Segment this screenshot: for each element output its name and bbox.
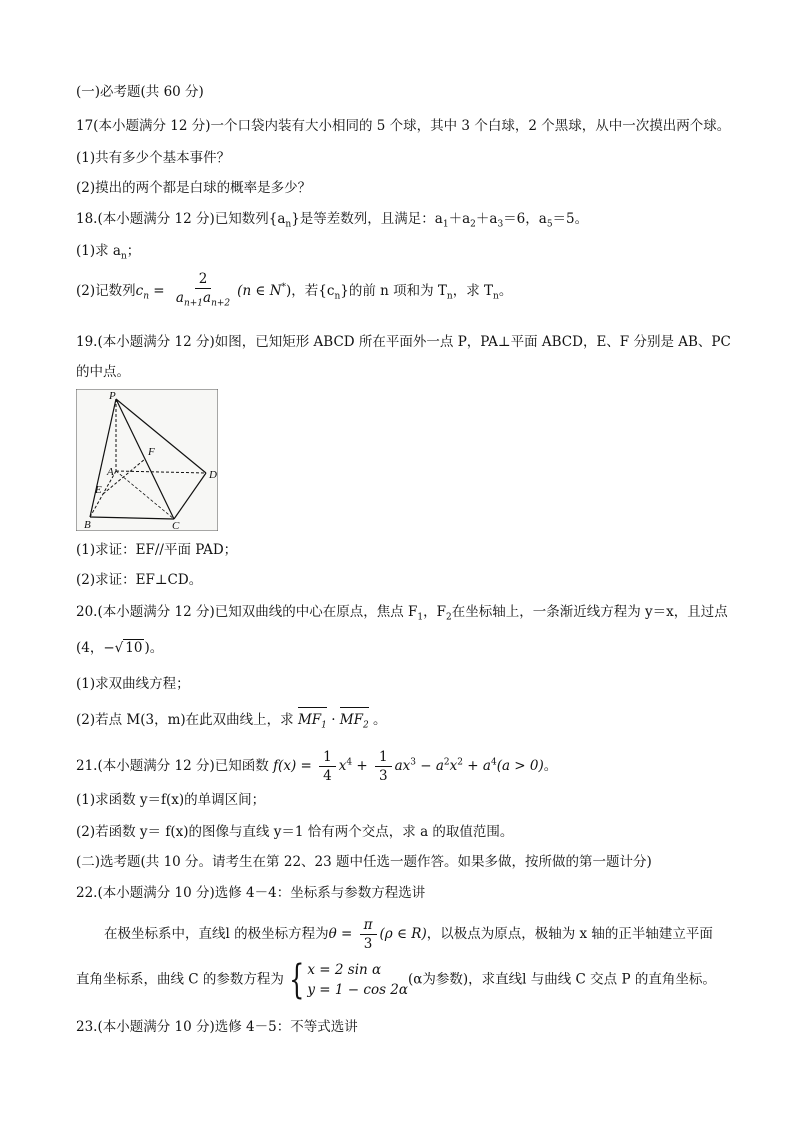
q19-stem-line1: 19.(本小题满分 12 分)如图，已知矩形 ABCD 所在平面外一点 P，PA⊥平面 ABCD，E、F 分别是 AB、PC — [76, 334, 731, 350]
label-D: D — [209, 469, 217, 481]
q19-part1: (1)求证：EF//平面 PAD； — [76, 542, 238, 558]
section-elective-title: (二)选考题(共 10 分。请考生在第 22、23 题中任选一题作答。如果多做，按所做的第一题计分) — [76, 854, 652, 870]
q23-title: 23.(本小题满分 10 分)选修 4－5：不等式选讲 — [76, 1019, 358, 1035]
q17-part1: (1)共有多少个基本事件？ — [76, 150, 231, 166]
q17-stem: 17(本小题满分 12 分)一个口袋内装有大小相同的 5 个球，其中 3 个白球，2 个黑球，从中一次摸出两个球。 — [76, 118, 731, 134]
vector-MF2: $MF_2$ — [340, 710, 369, 736]
q20-stem-line1: 20.(本小题满分 12 分)已知双曲线的中心在原点，焦点 $F_1$，$F_2$在坐标轴上，一条渐近线方程为 y＝x，且过点 — [76, 604, 728, 623]
vector-MF1: $MF_1$ — [298, 710, 327, 736]
q18-fraction: $\frac{2}{a_{n+1}a_{n+2}}$ — [175, 271, 231, 309]
q20-part1: (1)求双曲线方程； — [76, 676, 190, 692]
label-B: B — [84, 519, 91, 531]
parametric-system: { x = 2 sin α y = 1 − cos 2α — [289, 957, 408, 1003]
label-C: C — [172, 520, 180, 531]
q19-pyramid-figure — [76, 389, 218, 531]
q18-part1: (1)求 $a_n$； — [76, 243, 141, 262]
label-P: P — [109, 390, 116, 402]
q20-stem-line2: (4，−√ 10 )。 — [76, 640, 164, 656]
label-F: F — [148, 446, 155, 458]
q19-part2: (2)求证：EF⊥CD。 — [76, 572, 203, 588]
q22-line1: 在极坐标系中，直线l 的极坐标方程为θ = $\frac{\pi}{3}$ (ρ ∈ R)，以极点为原点，极轴为 x 轴的正半轴建立平面 — [104, 917, 713, 952]
q18-part2: (2)记数列$c_n$ = $\frac{2}{a_{n+1}a_{n+2}}$ (n ∈ N*)，若$\{c_n\}$的前 n 项和为 $T_n$，求 $T_n$。 — [76, 270, 512, 313]
section-required-title: (一)必考题(共 60 分) — [76, 84, 204, 100]
label-A: A — [107, 466, 114, 478]
q21-part1: (1)求函数 y＝f(x)的单调区间； — [76, 792, 266, 808]
q17-part2: (2)摸出的两个都是白球的概率是多少？ — [76, 180, 312, 196]
q21-part2: (2)若函数 y＝ f(x)的图像与直线 y＝1 恰有两个交点，求 a 的取值范围。 — [76, 824, 514, 840]
q22-title: 22.(本小题满分 10 分)选修 4－4：坐标系与参数方程选讲 — [76, 885, 426, 901]
q20-part2: (2)若点 M(3，m)在此双曲线上，求 $MF_1 \cdot MF_2$ 。 — [76, 710, 387, 736]
label-E: E — [95, 484, 102, 496]
q19-stem-line2: 的中点。 — [76, 364, 130, 380]
q22-line2: 直角坐标系，曲线 C 的参数方程为 { x = 2 sin α y = 1 − cos 2α (α为参数)，求直线l 与曲线 C 交点 P 的直角坐标。 — [76, 957, 716, 1003]
q18-stem: 18.(本小题满分 12 分)已知数列$\{a_n\}$是等差数列，且满足：$a_1+a_2+a_3=6$，$a_5=5$。 — [76, 211, 589, 230]
q21-stem: 21.(本小题满分 12 分)已知函数 f(x) = $\frac{1}{4}$ $x^4$ + $\frac{1}{3}$ $ax^3 - a^2x^2 + a^4(a > 0)$。 — [76, 749, 558, 784]
figure-frame — [76, 389, 218, 531]
